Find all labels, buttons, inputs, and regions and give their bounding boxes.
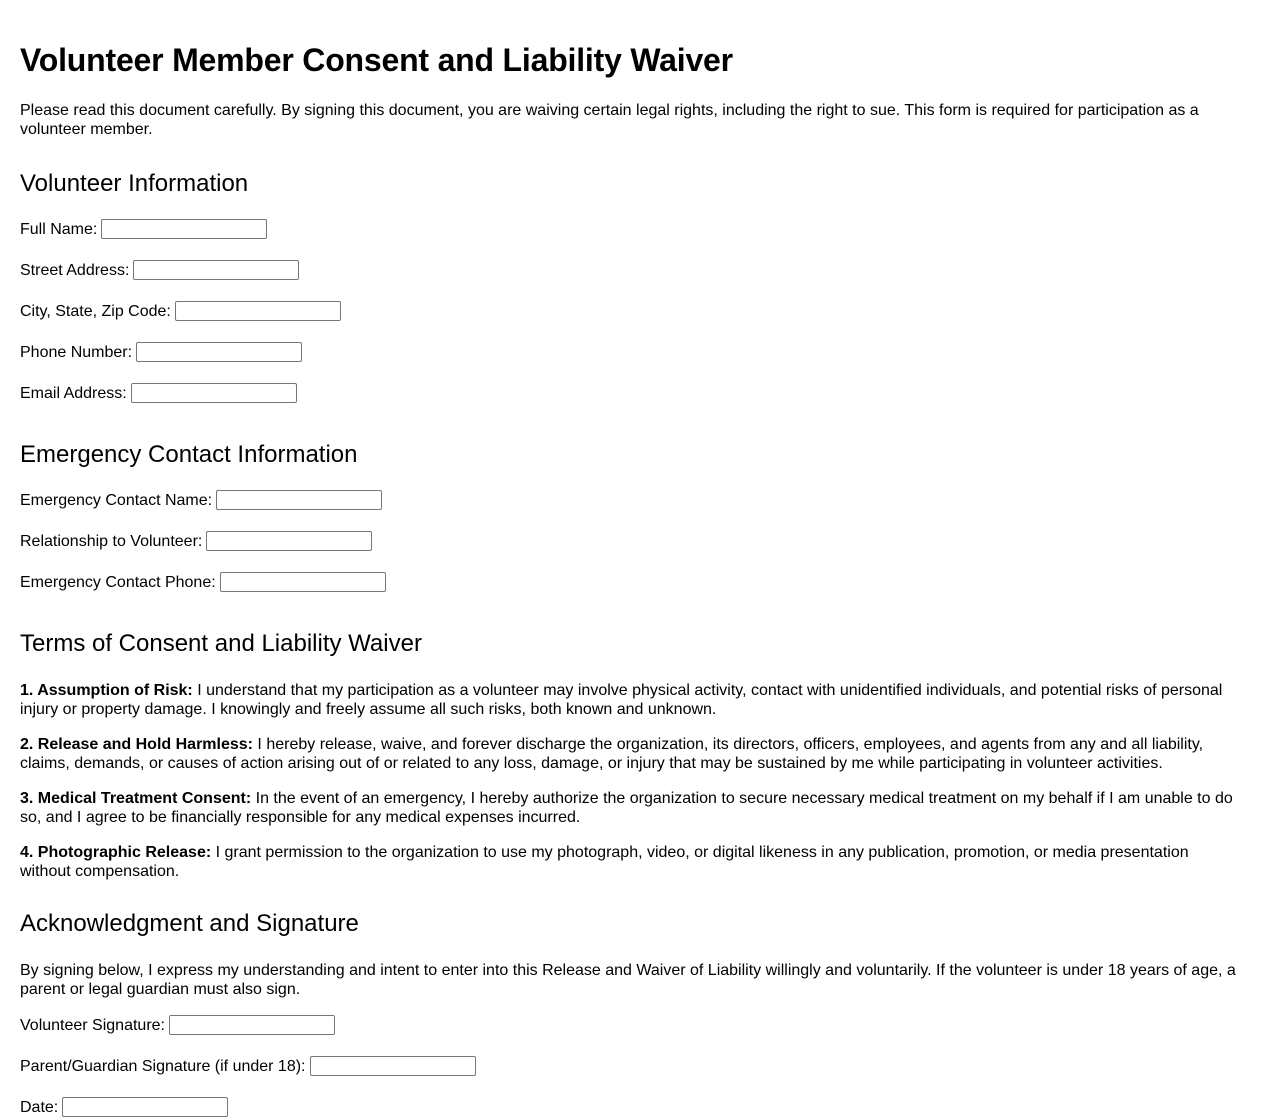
full-name-label: Full Name:: [20, 220, 98, 238]
email-address-label: Email Address:: [20, 384, 127, 402]
terms-section: [20, 629, 1242, 881]
emergency-contact-name-row: [20, 489, 1242, 511]
terms-heading: Terms of Consent and Liability Waiver: [20, 630, 422, 657]
emergency-contact-section: [20, 440, 1242, 593]
city-state-zip-label: City, State, Zip Code:: [20, 302, 171, 320]
phone-number-label: Phone Number:: [20, 343, 133, 361]
full-name-input[interactable]: [101, 219, 267, 239]
term-text: I hereby release, waive, and forever discharge the organization, its directors, officers, employees, and agents from any and all liability, claims, demands, or causes of action arising out of or related to any loss, damage, or injury that may be sustained by me while participating in volunteer activities.: [20, 736, 1204, 772]
acknowledgment-section: [20, 909, 1242, 1118]
emergency-contact-name-input[interactable]: [216, 490, 382, 510]
street-address-row: [20, 259, 1242, 281]
term-photographic-release: [20, 843, 1242, 881]
emergency-contact-phone-label: Emergency Contact Phone:: [20, 573, 216, 591]
intro-text: Please read this document carefully. By signing this document, you are waiving certain legal rights, including the right to sue. This form is required for participation as a volunteer member.: [20, 102, 1199, 138]
full-name-row: [20, 218, 1242, 240]
term-title: 4. Photographic Release:: [20, 844, 212, 861]
guardian-signature-label: Parent/Guardian Signature (if under 18):: [20, 1057, 306, 1075]
relationship-input[interactable]: [206, 531, 372, 551]
guardian-signature-input[interactable]: [310, 1056, 476, 1076]
relationship-label: Relationship to Volunteer:: [20, 532, 203, 550]
term-title: 2. Release and Hold Harmless:: [20, 736, 253, 753]
term-release-hold-harmless: [20, 735, 1242, 773]
street-address-label: Street Address:: [20, 261, 130, 279]
volunteer-signature-row: [20, 1014, 1242, 1036]
guardian-signature-row: [20, 1055, 1242, 1077]
city-state-zip-row: [20, 300, 1242, 322]
street-address-input[interactable]: [133, 260, 299, 280]
acknowledgment-heading: Acknowledgment and Signature: [20, 910, 359, 937]
email-address-input[interactable]: [131, 383, 297, 403]
city-state-zip-input[interactable]: [175, 301, 341, 321]
term-title: 1. Assumption of Risk:: [20, 682, 193, 699]
phone-number-row: [20, 341, 1242, 363]
volunteer-information-section: [20, 169, 1242, 404]
term-text: I grant permission to the organization to use my photograph, video, or digital likeness in any publication, promotion, or media presentation without compensation.: [20, 844, 1189, 880]
volunteer-signature-label: Volunteer Signature:: [20, 1016, 165, 1034]
emergency-contact-heading: Emergency Contact Information: [20, 441, 358, 468]
emergency-contact-phone-row: [20, 571, 1242, 593]
emergency-contact-phone-input[interactable]: [220, 572, 386, 592]
date-input[interactable]: [62, 1097, 228, 1117]
term-text: In the event of an emergency, I hereby authorize the organization to secure necessary medical treatment on my behalf if I am unable to do so, and I agree to be financially responsible for any medical expenses incurred.: [20, 790, 1233, 826]
term-medical-treatment-consent: [20, 789, 1242, 827]
volunteer-signature-input[interactable]: [169, 1015, 335, 1035]
page-title: Volunteer Member Consent and Liability Waiver: [20, 42, 733, 78]
emergency-contact-name-label: Emergency Contact Name:: [20, 491, 213, 509]
phone-number-input[interactable]: [136, 342, 302, 362]
term-title: 3. Medical Treatment Consent:: [20, 790, 252, 807]
volunteer-information-heading: Volunteer Information: [20, 170, 249, 197]
acknowledgment-text: By signing below, I express my understanding and intent to enter into this Release and Waiver of Liability willingly and voluntarily. If the volunteer is under 18 years of age, a parent or legal guardian must also sign.: [20, 962, 1236, 998]
date-label: Date:: [20, 1098, 59, 1116]
term-assumption-of-risk: [20, 681, 1242, 719]
date-row: [20, 1096, 1242, 1118]
term-text: I understand that my participation as a volunteer may involve physical activity, contact with unidentified individuals, and potential risks of personal injury or property damage. I knowingly and freely assume all such risks, both known and unknown.: [20, 682, 1223, 718]
relationship-row: [20, 530, 1242, 552]
email-address-row: [20, 382, 1242, 404]
